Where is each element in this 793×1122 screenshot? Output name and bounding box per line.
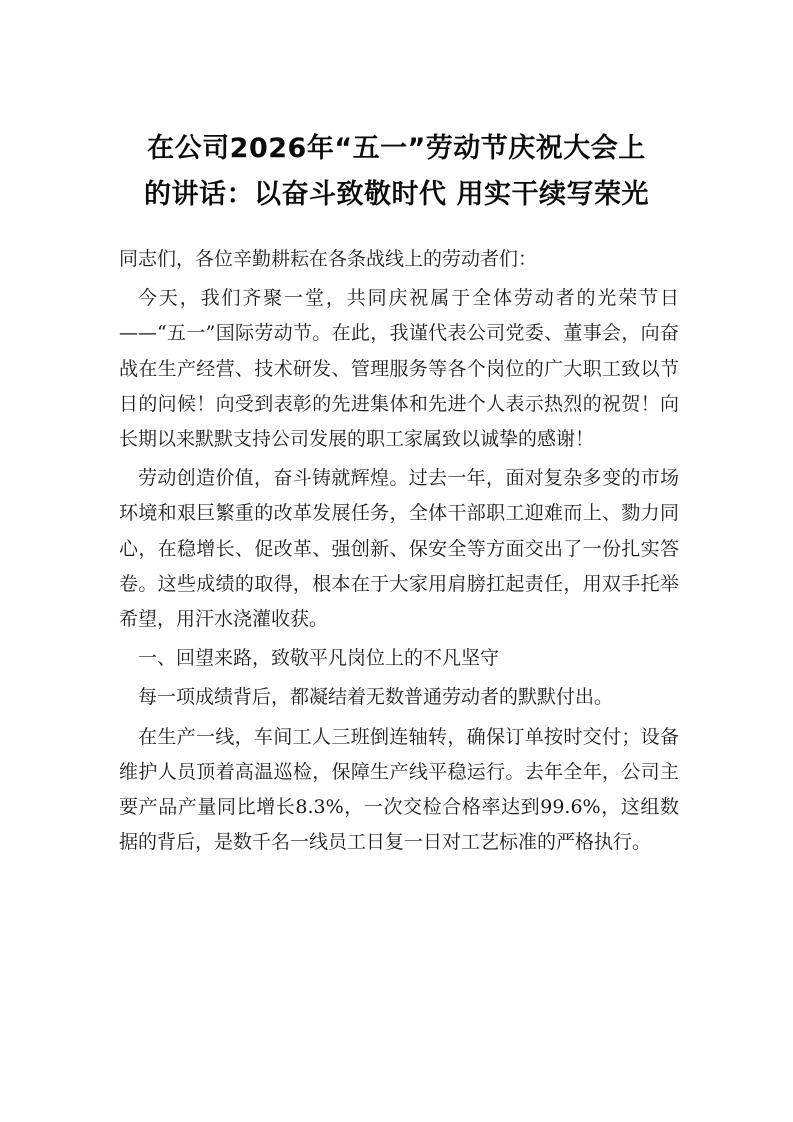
paragraph-ordinary-workers: 每一项成绩背后，都凝结着无数普通劳动者的默默付出。 [138, 686, 614, 709]
paragraph-achievements: 劳动创造价值，奋斗铸就辉煌。过去一年，面对复杂多变的市场环境和艰巨繁重的改革发展任务，全体干部职工迎难而上、勠力同心，在稳增长、促改革、强创新、保安全等方面交出了一份扎实答卷。这些成绩的取得，根本在于大家用肩膀扛起责任，用双手托举希望，用汗水浇灌收获。 [119, 467, 679, 631]
title-line-2: 的讲话：以奋斗致敬时代 用实干续写荣光 [144, 179, 649, 210]
salutation: 同志们，各位辛勤耕耘在各条战线上的劳动者们： [119, 248, 538, 270]
paragraph-production-line: 在生产一线，车间工人三班倒连轴转，确保订单按时交付；设备维护人员顶着高温巡检，保障生产线平稳运行。去年全年，公司主要产品产量同比增长8.3%，一次交检合格率达到99.6%，这组数据的背后，是数千名一线员工日复一日对工艺标准的严格执行。 [119, 725, 679, 854]
title-line-1: 在公司2026年“五一”劳动节庆祝大会上 [147, 133, 646, 164]
speech-body [119, 242, 679, 864]
page-title [100, 126, 693, 218]
section-heading: 一、回望来路，致敬平凡岗位上的不凡坚守 [138, 647, 500, 670]
paragraph-greeting: 今天，我们齐聚一堂，共同庆祝属于全体劳动者的光荣节日——“五一”国际劳动节。在此，我谨代表公司党委、董事会，向奋战在生产经营、技术研发、管理服务等各个岗位的广大职工致以节日的问候！向受到表彰的先进集体和先进个人表示热烈的祝贺！向长期以来默默支持公司发展的职工家属致以诚挚的感谢！ [119, 287, 679, 451]
